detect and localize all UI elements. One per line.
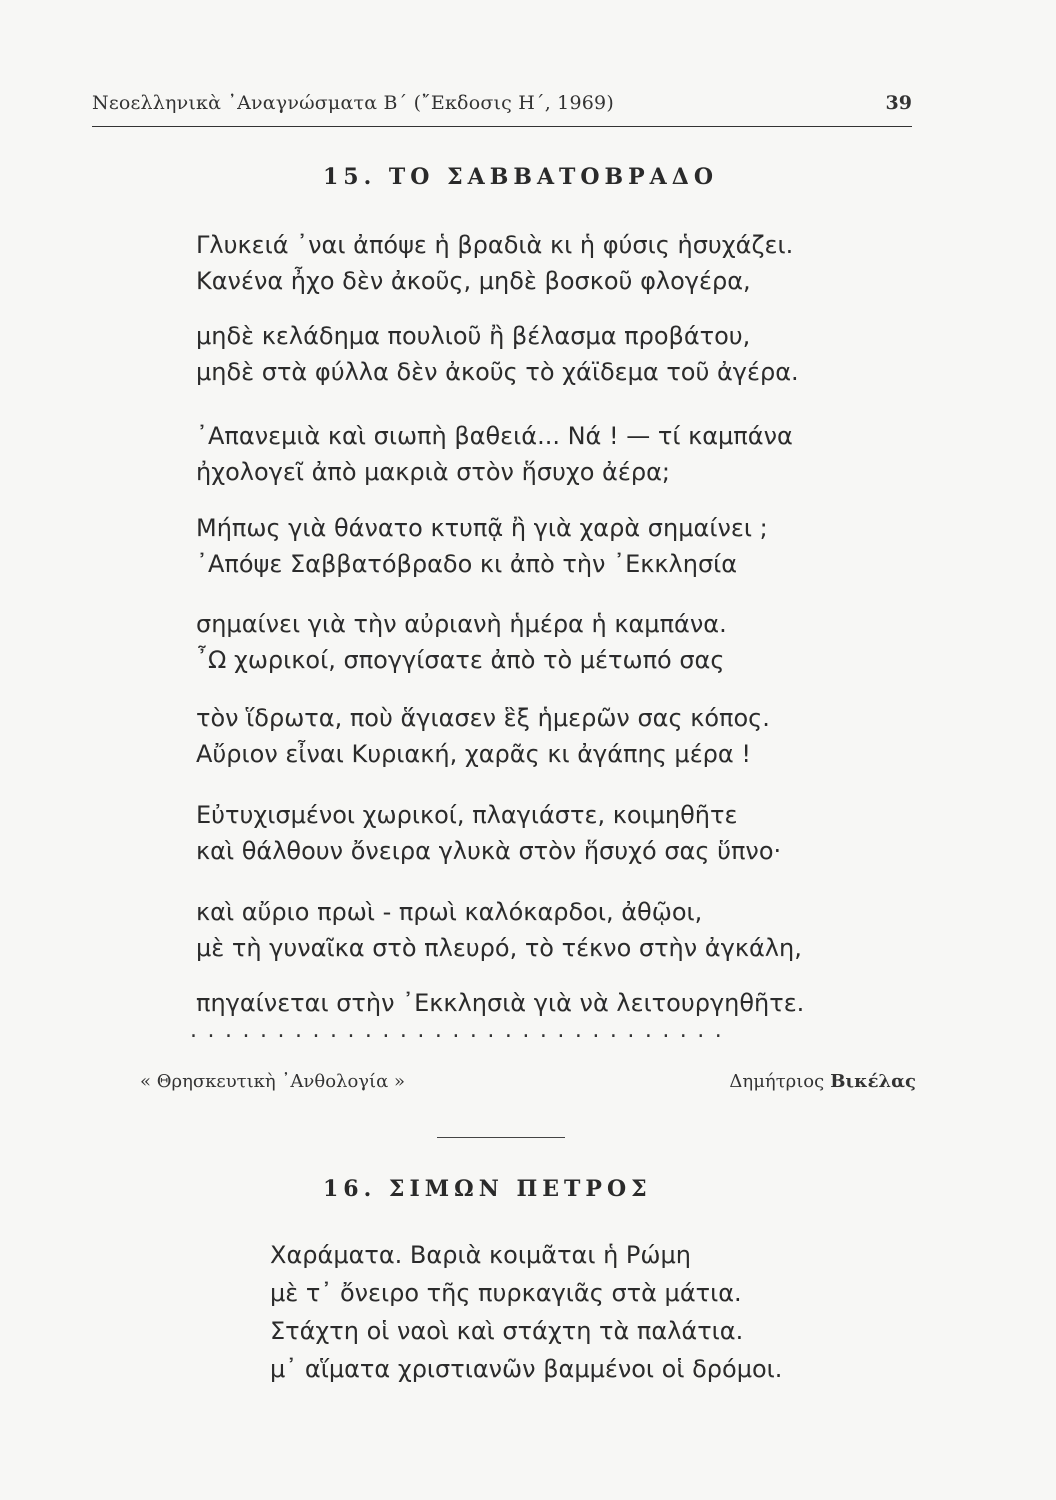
running-title: Νεοελληνικὰ ᾿Αναγνώσματα Β΄ (῎Εκδοσις Η΄, 1969) xyxy=(92,92,614,114)
verse-line: μὲ τὴ γυναῖκα στὸ πλευρό, τὸ τέκνο στὴν ἀγκάλη, xyxy=(196,934,802,962)
verse-line: Μήπως γιὰ θάνατο κτυπᾷ ἢ γιὰ χαρὰ σημαίνει ; xyxy=(196,514,768,542)
stanza xyxy=(196,418,793,490)
verse-line: Κανένα ἦχο δὲν ἀκοῦς, μηδὲ βοσκοῦ φλογέρα, xyxy=(196,267,751,295)
verse-line: Εὐτυχισμένοι χωρικοί, πλαγιάστε, κοιμηθῆτε xyxy=(196,801,738,829)
verse-line: τὸν ἵδρωτα, ποὺ ἅγιασεν ἓξ ἡμερῶν σας κόπος. xyxy=(196,704,770,732)
stanza xyxy=(270,1236,782,1388)
verse-line: μὲ τ᾿ ὄνειρο τῆς πυρκαγιᾶς στὰ μάτια. xyxy=(270,1279,742,1307)
verse-line: ᾿Απανεμιὰ καὶ σιωπὴ βαθειά... Νά ! — τί καμπάνα xyxy=(196,422,793,450)
stanza xyxy=(196,606,727,678)
running-head xyxy=(92,92,912,127)
verse-line: Γλυκειά ᾿ναι ἀπόψε ἡ βραδιὰ κι ἡ φύσις ἡσυχάζει. xyxy=(196,231,794,259)
verse-line: μ᾿ αἵματα χριστιανῶν βαμμένοι οἱ δρόμοι. xyxy=(270,1355,783,1383)
author-given-name: Δημήτριος xyxy=(729,1071,825,1092)
verse-line: πηγαίνεται στὴν ᾿Εκκλησιὰ γιὰ νὰ λειτουργηθῆτε. xyxy=(196,989,805,1017)
source-citation: « Θρησκευτικὴ ᾿Ανθολογία » xyxy=(140,1071,405,1092)
stanza xyxy=(196,797,781,869)
verse-line: ῏Ω χωρικοί, σπογγίσατε ἀπὸ τὸ μέτωπό σας xyxy=(196,646,725,674)
verse-line: ἠχολογεῖ ἀπὸ μακριὰ στὸν ἥσυχο ἀέρα; xyxy=(196,458,670,486)
stanza xyxy=(196,227,793,299)
author-attribution xyxy=(729,1071,916,1092)
author-surname: Βικέλας xyxy=(830,1071,916,1092)
stanza xyxy=(196,318,799,390)
verse-line: μηδὲ κελάδημα πουλιοῦ ἢ βέλασμα προβάτου, xyxy=(196,322,751,350)
verse-line: μηδὲ στὰ φύλλα δὲν ἀκοῦς τὸ χάϊδεμα τοῦ ἀγέρα. xyxy=(196,358,799,386)
verse-line: σημαίνει γιὰ τὴν αὐριανὴ ἡμέρα ἡ καμπάνα. xyxy=(196,610,727,638)
omission-dots: ............................... xyxy=(190,1018,733,1043)
stanza xyxy=(196,510,768,582)
page-number: 39 xyxy=(885,92,912,114)
verse-line: Στάχτη οἱ ναοὶ καὶ στάχτη τὰ παλάτια. xyxy=(270,1317,744,1345)
poem-title: 15. ΤΟ ΣΑΒΒΑΤΟΒΡΑΔΟ xyxy=(323,164,718,190)
poem-title: 16. ΣΙΜΩΝ ΠΕΤΡΟΣ xyxy=(323,1176,652,1202)
stanza xyxy=(196,700,770,772)
verse-line: Χαράματα. Βαριὰ κοιμᾶται ἡ Ρώμη xyxy=(270,1241,691,1269)
verse-line: ᾿Απόψε Σαββατόβραδο κι ἀπὸ τὴν ᾿Εκκλησία xyxy=(196,550,738,578)
stanza xyxy=(196,894,802,966)
section-divider xyxy=(437,1137,565,1138)
stanza xyxy=(196,985,804,1021)
verse-line: Αὔριον εἶναι Κυριακή, χαρᾶς κι ἀγάπης μέρα ! xyxy=(196,740,751,768)
verse-line: καὶ αὔριο πρωὶ - πρωὶ καλόκαρδοι, ἀθῷοι, xyxy=(196,898,703,926)
verse-line: καὶ θάλθουν ὄνειρα γλυκὰ στὸν ἥσυχό σας ὕπνο· xyxy=(196,837,782,865)
